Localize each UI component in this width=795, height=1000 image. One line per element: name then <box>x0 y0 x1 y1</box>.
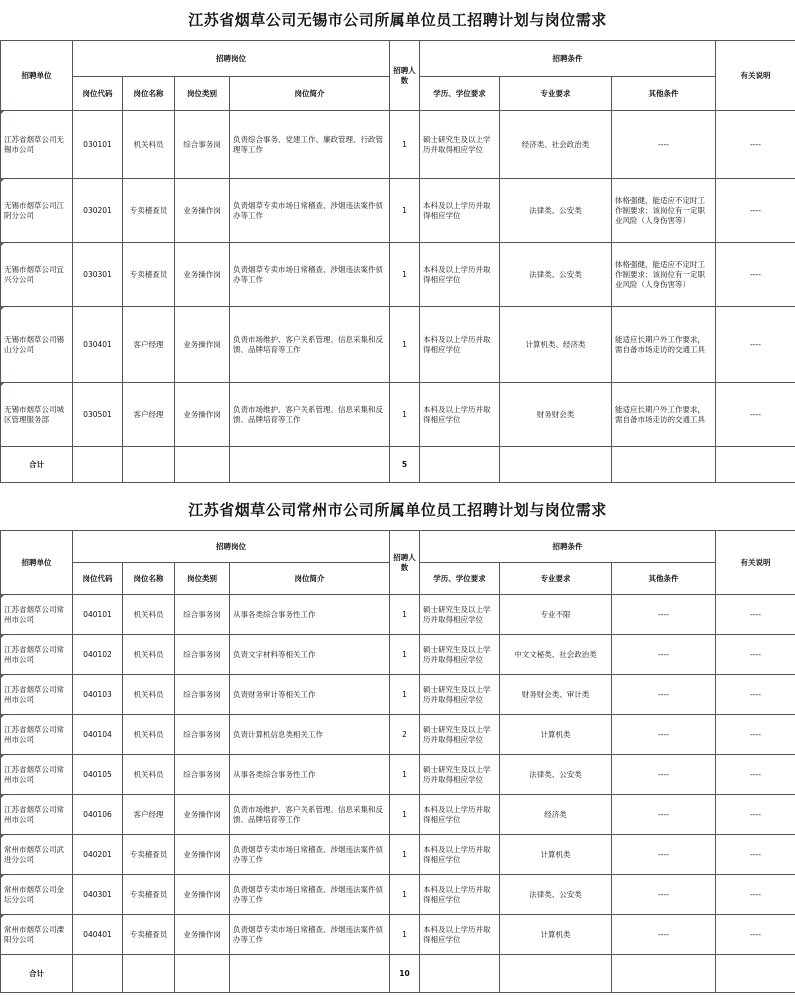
cell-category: 业务操作岗 <box>175 307 230 383</box>
col-header-category: 岗位类别 <box>175 77 230 111</box>
cell-other: ---- <box>612 635 716 675</box>
cell-code: 040301 <box>73 875 123 915</box>
empty-cell <box>716 955 795 993</box>
empty-cell <box>175 955 230 993</box>
col-header-cond-group: 招聘条件 <box>420 41 716 77</box>
cell-intro: 负责烟草专卖市场日常稽查、涉烟违法案件侦办等工作 <box>230 915 390 955</box>
cell-other: 体格强健，能适应不定时工作制要求；该岗位有一定职业风险（人身伤害等） <box>612 179 716 243</box>
table-row <box>1 383 795 447</box>
cell-intro: 负责计算机信息类相关工作 <box>230 715 390 755</box>
cell-major: 法律类、公安类 <box>500 243 612 307</box>
cell-note: ---- <box>716 307 795 383</box>
col-header-cond-group: 招聘条件 <box>420 531 716 563</box>
col-header-other: 其他条件 <box>612 563 716 595</box>
cell-edu: 本科及以上学历并取得相应学位 <box>420 179 500 243</box>
cell-unit: 江苏省烟草公司常州市公司 <box>1 595 73 635</box>
cell-note: ---- <box>716 755 795 795</box>
cell-edu: 硕士研究生及以上学历并取得相应学位 <box>420 755 500 795</box>
wuxi-recruitment-sheet <box>0 0 795 483</box>
cell-note: ---- <box>716 179 795 243</box>
cell-note: ---- <box>716 675 795 715</box>
cell-unit: 常州市烟草公司溧阳分公司 <box>1 915 73 955</box>
cell-unit: 无锡市烟草公司城区管理服务部 <box>1 383 73 447</box>
cell-category: 业务操作岗 <box>175 795 230 835</box>
cell-name: 机关科员 <box>123 715 175 755</box>
cell-unit: 无锡市烟草公司锡山分公司 <box>1 307 73 383</box>
table-row <box>1 307 795 383</box>
cell-note: ---- <box>716 111 795 179</box>
table-row <box>1 675 795 715</box>
cell-intro: 负责文字材料等相关工作 <box>230 635 390 675</box>
changzhou-recruitment-sheet <box>0 490 795 993</box>
col-header-post-group: 招聘岗位 <box>73 41 390 77</box>
cell-count: 1 <box>390 243 420 307</box>
empty-cell <box>175 447 230 483</box>
cell-note: ---- <box>716 915 795 955</box>
cell-other: ---- <box>612 111 716 179</box>
cell-count: 1 <box>390 179 420 243</box>
col-header-intro: 岗位简介 <box>230 563 390 595</box>
cell-count: 1 <box>390 755 420 795</box>
col-header-name: 岗位名称 <box>123 77 175 111</box>
cell-other: ---- <box>612 835 716 875</box>
cell-code: 040106 <box>73 795 123 835</box>
cell-note: ---- <box>716 835 795 875</box>
cell-major: 法律类、公安类 <box>500 755 612 795</box>
col-header-code: 岗位代码 <box>73 77 123 111</box>
col-header-edu: 学历、学位要求 <box>420 77 500 111</box>
changzhou-recruitment-table <box>0 530 795 993</box>
cell-count: 2 <box>390 715 420 755</box>
cell-count: 1 <box>390 875 420 915</box>
table-row <box>1 243 795 307</box>
cell-unit: 江苏省烟草公司常州市公司 <box>1 755 73 795</box>
cell-count: 1 <box>390 795 420 835</box>
cell-count: 1 <box>390 111 420 179</box>
cell-intro: 负责烟草专卖市场日常稽查、涉烟违法案件侦办等工作 <box>230 875 390 915</box>
cell-name: 客户经理 <box>123 307 175 383</box>
cell-category: 综合事务岗 <box>175 635 230 675</box>
cell-category: 业务操作岗 <box>175 875 230 915</box>
cell-count: 1 <box>390 307 420 383</box>
empty-cell <box>716 447 795 483</box>
cell-name: 机关科员 <box>123 675 175 715</box>
cell-category: 业务操作岗 <box>175 383 230 447</box>
empty-cell <box>73 447 123 483</box>
cell-other: 能适应长期户外工作要求，需自备市场走访的交通工具 <box>612 383 716 447</box>
cell-edu: 本科及以上学历并取得相应学位 <box>420 835 500 875</box>
cell-unit: 无锡市烟草公司江阴分公司 <box>1 179 73 243</box>
total-label: 合计 <box>1 447 73 483</box>
cell-note: ---- <box>716 635 795 675</box>
cell-name: 专卖稽查员 <box>123 835 175 875</box>
table-row <box>1 715 795 755</box>
cell-edu: 本科及以上学历并取得相应学位 <box>420 875 500 915</box>
table-row <box>1 111 795 179</box>
cell-other: ---- <box>612 915 716 955</box>
cell-major: 中文文秘类、社会政治类 <box>500 635 612 675</box>
cell-name: 专卖稽查员 <box>123 915 175 955</box>
table-row <box>1 755 795 795</box>
cell-name: 机关科员 <box>123 595 175 635</box>
cell-name: 客户经理 <box>123 795 175 835</box>
total-count: 10 <box>390 955 420 993</box>
cell-other: ---- <box>612 755 716 795</box>
cell-code: 030401 <box>73 307 123 383</box>
cell-other: ---- <box>612 675 716 715</box>
cell-intro: 从事各类综合事务性工作 <box>230 595 390 635</box>
cell-name: 客户经理 <box>123 383 175 447</box>
cell-note: ---- <box>716 383 795 447</box>
cell-count: 1 <box>390 835 420 875</box>
cell-name: 机关科员 <box>123 635 175 675</box>
cell-intro: 负责烟草专卖市场日常稽查、涉烟违法案件侦办等工作 <box>230 243 390 307</box>
col-header-note: 有关说明 <box>716 41 795 111</box>
table-row <box>1 835 795 875</box>
table-row <box>1 915 795 955</box>
cell-intro: 从事各类综合事务性工作 <box>230 755 390 795</box>
cell-note: ---- <box>716 715 795 755</box>
col-header-name: 岗位名称 <box>123 563 175 595</box>
col-header-major: 专业要求 <box>500 563 612 595</box>
cell-code: 040201 <box>73 835 123 875</box>
cell-name: 专卖稽查员 <box>123 179 175 243</box>
cell-unit: 江苏省烟草公司常州市公司 <box>1 675 73 715</box>
table-row <box>1 795 795 835</box>
col-header-category: 岗位类别 <box>175 563 230 595</box>
cell-category: 综合事务岗 <box>175 675 230 715</box>
empty-cell <box>612 955 716 993</box>
cell-major: 财务财会类、审计类 <box>500 675 612 715</box>
cell-edu: 硕士研究生及以上学历并取得相应学位 <box>420 715 500 755</box>
cell-major: 法律类、公安类 <box>500 875 612 915</box>
total-count: 5 <box>390 447 420 483</box>
cell-count: 1 <box>390 383 420 447</box>
cell-edu: 本科及以上学历并取得相应学位 <box>420 383 500 447</box>
cell-code: 040103 <box>73 675 123 715</box>
col-header-note: 有关说明 <box>716 531 795 595</box>
empty-cell <box>73 955 123 993</box>
total-row <box>1 447 795 483</box>
cell-category: 业务操作岗 <box>175 243 230 307</box>
cell-code: 030301 <box>73 243 123 307</box>
cell-name: 专卖稽查员 <box>123 243 175 307</box>
cell-edu: 本科及以上学历并取得相应学位 <box>420 307 500 383</box>
cell-code: 040105 <box>73 755 123 795</box>
cell-major: 经济类 <box>500 795 612 835</box>
empty-cell <box>500 447 612 483</box>
cell-intro: 负责财务审计等相关工作 <box>230 675 390 715</box>
cell-count: 1 <box>390 675 420 715</box>
cell-other: 能适应长期户外工作要求，需自备市场走访的交通工具 <box>612 307 716 383</box>
cell-intro: 负责市场维护、客户关系管理、信息采集和反馈、品牌培育等工作 <box>230 307 390 383</box>
cell-unit: 江苏省烟草公司无锡市公司 <box>1 111 73 179</box>
cell-unit: 常州市烟草公司金坛分公司 <box>1 875 73 915</box>
cell-name: 机关科员 <box>123 755 175 795</box>
cell-unit: 江苏省烟草公司常州市公司 <box>1 795 73 835</box>
cell-major: 财务财会类 <box>500 383 612 447</box>
empty-cell <box>123 955 175 993</box>
empty-cell <box>420 447 500 483</box>
cell-note: ---- <box>716 243 795 307</box>
cell-unit: 无锡市烟草公司宜兴分公司 <box>1 243 73 307</box>
cell-category: 业务操作岗 <box>175 835 230 875</box>
cell-edu: 本科及以上学历并取得相应学位 <box>420 915 500 955</box>
col-header-other: 其他条件 <box>612 77 716 111</box>
col-header-post-group: 招聘岗位 <box>73 531 390 563</box>
cell-note: ---- <box>716 595 795 635</box>
cell-other: ---- <box>612 595 716 635</box>
cell-intro: 负责市场维护、客户关系管理、信息采集和反馈、品牌培育等工作 <box>230 795 390 835</box>
cell-other: ---- <box>612 715 716 755</box>
cell-category: 综合事务岗 <box>175 111 230 179</box>
changzhou-table-title: 江苏省烟草公司常州市公司所属单位员工招聘计划与岗位需求 <box>188 501 607 519</box>
cell-code: 030501 <box>73 383 123 447</box>
cell-other: 体格强健，能适应不定时工作制要求；该岗位有一定职业风险（人身伤害等） <box>612 243 716 307</box>
empty-cell <box>230 955 390 993</box>
wuxi-recruitment-table <box>0 40 795 483</box>
cell-count: 1 <box>390 915 420 955</box>
cell-intro: 负责市场维护、客户关系管理、信息采集和反馈、品牌培育等工作 <box>230 383 390 447</box>
cell-intro: 负责烟草专卖市场日常稽查、涉烟违法案件侦办等工作 <box>230 835 390 875</box>
empty-cell <box>420 955 500 993</box>
col-header-major: 专业要求 <box>500 77 612 111</box>
col-header-unit: 招聘单位 <box>1 41 73 111</box>
empty-cell <box>230 447 390 483</box>
cell-code: 040102 <box>73 635 123 675</box>
table-row <box>1 635 795 675</box>
cell-intro: 负责烟草专卖市场日常稽查、涉烟违法案件侦办等工作 <box>230 179 390 243</box>
header-row-top <box>1 41 795 77</box>
wuxi-table-title: 江苏省烟草公司无锡市公司所属单位员工招聘计划与岗位需求 <box>188 11 607 29</box>
cell-major: 专业不限 <box>500 595 612 635</box>
cell-other: ---- <box>612 795 716 835</box>
cell-major: 计算机类 <box>500 915 612 955</box>
cell-unit: 江苏省烟草公司常州市公司 <box>1 635 73 675</box>
col-header-count: 招聘人数 <box>390 41 420 111</box>
cell-edu: 本科及以上学历并取得相应学位 <box>420 243 500 307</box>
total-row <box>1 955 795 993</box>
table-row <box>1 875 795 915</box>
empty-cell <box>500 955 612 993</box>
cell-name: 专卖稽查员 <box>123 875 175 915</box>
cell-count: 1 <box>390 595 420 635</box>
cell-edu: 本科及以上学历并取得相应学位 <box>420 795 500 835</box>
cell-category: 综合事务岗 <box>175 715 230 755</box>
cell-category: 综合事务岗 <box>175 595 230 635</box>
cell-other: ---- <box>612 875 716 915</box>
cell-code: 030201 <box>73 179 123 243</box>
col-header-count: 招聘人数 <box>390 531 420 595</box>
cell-category: 业务操作岗 <box>175 915 230 955</box>
cell-code: 040101 <box>73 595 123 635</box>
cell-note: ---- <box>716 795 795 835</box>
col-header-intro: 岗位简介 <box>230 77 390 111</box>
empty-cell <box>123 447 175 483</box>
cell-major: 计算机类、经济类 <box>500 307 612 383</box>
empty-cell <box>612 447 716 483</box>
cell-note: ---- <box>716 875 795 915</box>
cell-edu: 硕士研究生及以上学历并取得相应学位 <box>420 635 500 675</box>
cell-category: 业务操作岗 <box>175 179 230 243</box>
col-header-unit: 招聘单位 <box>1 531 73 595</box>
cell-intro: 负责综合事务、党建工作、廉政管理、行政管理等工作 <box>230 111 390 179</box>
cell-count: 1 <box>390 635 420 675</box>
cell-major: 计算机类 <box>500 835 612 875</box>
cell-edu: 硕士研究生及以上学历并取得相应学位 <box>420 595 500 635</box>
cell-category: 综合事务岗 <box>175 755 230 795</box>
cell-code: 030101 <box>73 111 123 179</box>
col-header-code: 岗位代码 <box>73 563 123 595</box>
cell-major: 计算机类 <box>500 715 612 755</box>
table-row <box>1 595 795 635</box>
cell-unit: 常州市烟草公司武进分公司 <box>1 835 73 875</box>
cell-code: 040104 <box>73 715 123 755</box>
header-row-top <box>1 531 795 563</box>
cell-name: 机关科员 <box>123 111 175 179</box>
cell-major: 法律类、公安类 <box>500 179 612 243</box>
col-header-edu: 学历、学位要求 <box>420 563 500 595</box>
cell-major: 经济类、社会政治类 <box>500 111 612 179</box>
cell-code: 040401 <box>73 915 123 955</box>
cell-edu: 硕士研究生及以上学历并取得相应学位 <box>420 675 500 715</box>
total-label: 合计 <box>1 955 73 993</box>
table-row <box>1 179 795 243</box>
cell-unit: 江苏省烟草公司常州市公司 <box>1 715 73 755</box>
cell-edu: 硕士研究生及以上学历并取得相应学位 <box>420 111 500 179</box>
